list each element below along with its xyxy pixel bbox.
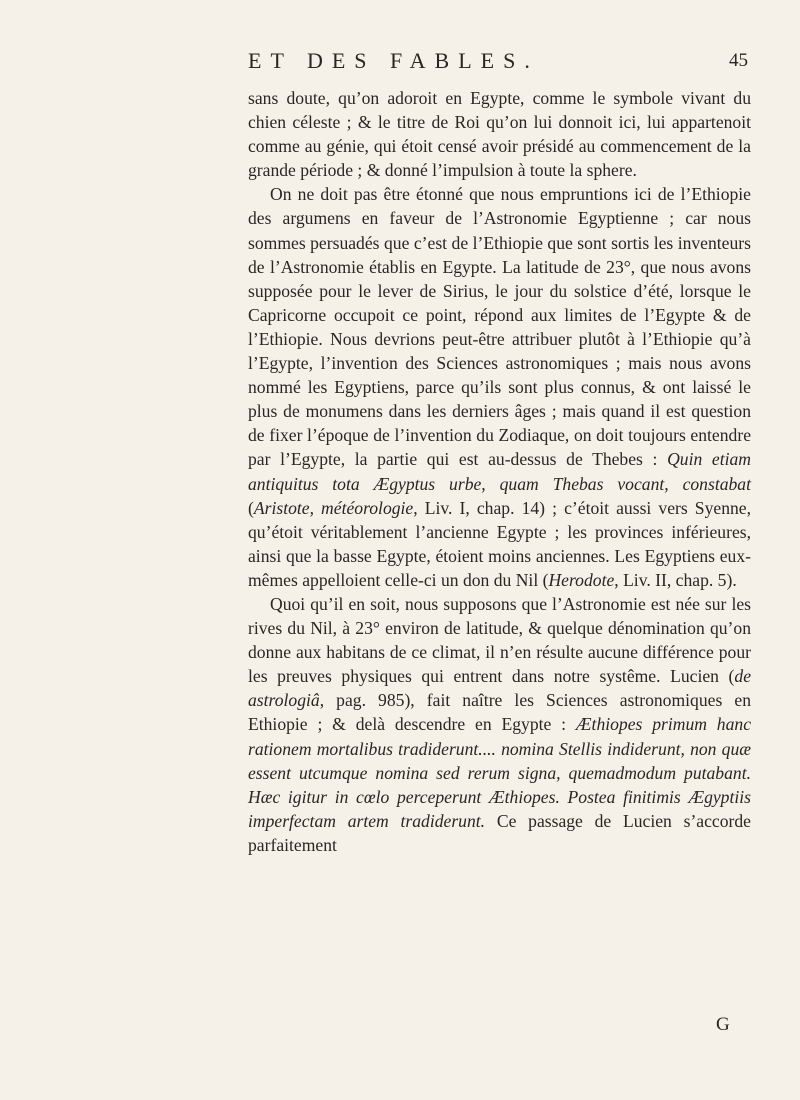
running-head (248, 48, 748, 78)
italic-text-run: Quin etiam antiquitus tota Ægyptus urbe, quam Thebas vocant, constabat (248, 449, 751, 494)
body-text (248, 86, 751, 857)
paragraph (248, 182, 751, 592)
text-run: , Liv. I, chap. 14) ; c’étoit aussi vers Syenne, qu’étoit véritablement l’ancienne Egypte ; les provinces inférieures, ainsi que la basse Egypte, étoient moins anciennes. Les Egyptiens eux-mêmes appelloient celle-ci un don du Nil ( (248, 497, 752, 590)
text-run: ( (248, 497, 254, 518)
catchword: G (716, 1014, 730, 1035)
text-run: sans doute, qu’on adoroit en Egypte, comme le symbole vivant du chien céleste ; & le titre de Roi qu’on lui donnoit ici, lui appartenoit comme au génie, qui étoit censé avoir présidé au commencement de la grande période ; & donné l’impulsion à toute la sphere. (248, 88, 751, 181)
text-run: Ce passage de Lucien s’accorde parfaitement (248, 810, 751, 855)
paragraph (248, 86, 751, 182)
running-head-title: ET DES FABLES. (248, 48, 539, 73)
text-run: Quoi qu’il en soit, nous supposons que l’Astronomie est née sur les rives du Nil, à 23° environ de latitude, & quelque dénomination qu’on donne aux habitans de ce climat, il n’en résulte aucune différence pour les preuves physiques qui entrent dans notre systême. Lucien ( (248, 593, 751, 687)
italic-text-run: Æthiopes primum hanc rationem mortalibus tradiderunt.... nomina Stellis indiderunt, non quæ essent utcumque nomina sed rerum signa, quemadmodum putabant. Hæc igitur in cœlo perceperunt Æthiopes. Postea finitimis Ægyptiis imperfectam artem tradiderunt. (248, 714, 751, 831)
paragraph (248, 592, 751, 857)
page-number: 45 (729, 50, 748, 71)
text-run: On ne doit pas être étonné que nous empruntions ici de l’Ethiopie des argumens en faveur de l’Astronomie Egyptienne ; car nous sommes persuadés que c’est de l’Ethiopie que sont sortis les inventeurs de l’Astronomie établis en Egypte. La latitude de 23°, que nous avons supposée pour le lever de Sirius, le jour du solstice d’été, lorsque le Capricorne occupoit ce point, répond aux limites de l’Egypte & de l’Ethiopie. Nous devrions peut-être attribuer plutôt à l’Ethiopie qu’à l’Egypte, l’invention des Sciences astronomiques ; mais nous avons nommé les Egyptiens, parce qu’ils sont plus connus, & ont laissé le plus de monumens dans les derniers âges ; mais quand il est question de fixer l’époque de l’invention du Zodiaque, on doit toujours entendre par l’Egypte, la partie qui est au-dessus de Thebes : (248, 184, 751, 470)
italic-text-run: de astrologiâ (248, 666, 751, 711)
text-run: , Liv. II, chap. 5). (614, 569, 737, 590)
text-run: , pag. 985), fait naître les Sciences astronomiques en Ethiopie ; & delà descendre en Egypte : (248, 690, 751, 735)
italic-text-run: Herodote (548, 569, 615, 590)
italic-text-run: Aristote, météorologie (253, 497, 414, 518)
